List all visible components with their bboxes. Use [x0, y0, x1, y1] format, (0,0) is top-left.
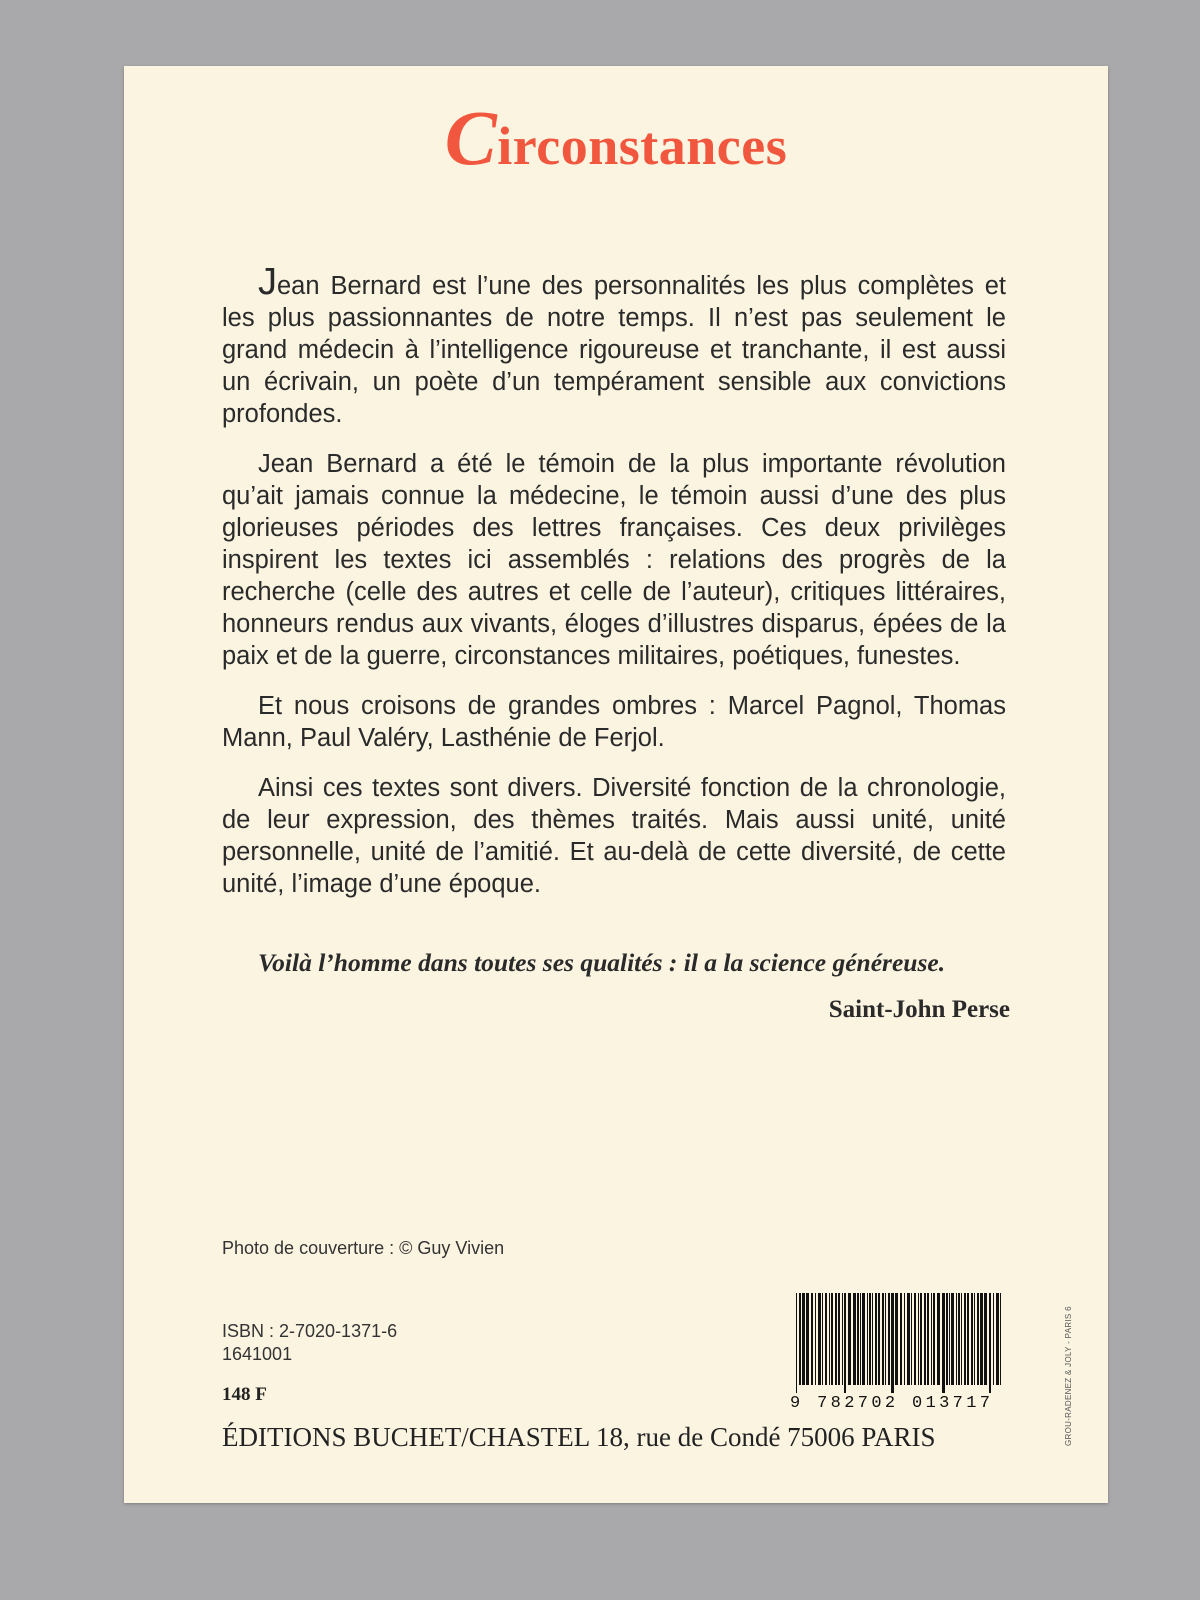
barcode-bar: [860, 1293, 861, 1385]
barcode-bar: [895, 1293, 898, 1385]
blurb-paragraph-2: Jean Bernard a été le témoin de la plus importante révolution qu’ait jamais connue la médecine, le témoin aussi d’une des plus glorieuses périodes des lettres françaises. Ces deux privilèges inspirent les textes ici assemblés : relations des progrès de la recherche (celle des autres et celle de l’auteur), critiques littéraires, honneurs rendus aux vivants, éloges d’illustres disparus, épées de la paix et de la guerre, circonstances militaires, poétiques, funestes.: [222, 450, 1006, 670]
barcode-bar: [848, 1293, 851, 1385]
barcode-bar: [825, 1293, 827, 1385]
barcode-bar: [799, 1293, 801, 1385]
barcode-bar: [949, 1293, 950, 1385]
barcode-bar: [924, 1293, 926, 1385]
printer-credit: GROU-RADENEZ & JOLY - PARIS 6: [1064, 1306, 1073, 1446]
barcode-bar: [956, 1293, 957, 1385]
barcode-bar: [993, 1293, 994, 1385]
barcode-bar: [862, 1293, 865, 1385]
barcode-bar: [920, 1293, 922, 1385]
barcode-bar: [961, 1293, 962, 1385]
barcode-bar: [822, 1293, 823, 1385]
barcode-bar: [885, 1293, 886, 1385]
paragraph-text: ean Bernard est l’une des personnalités les plus complètes et les plus passionnantes de notre temps. Il n’est pas seulement le grand médecin à l’intelligence rigoureuse et tranchante, il est aussi un écrivain, un poète d’un tempérament sensible aux convictions profondes.: [222, 272, 1006, 428]
barcode-bar: [977, 1293, 979, 1385]
publisher-line: ÉDITIONS BUCHET/CHASTEL 18, rue de Condé 75006 PARIS: [222, 1422, 936, 1452]
blurb-paragraph-3: Et nous croisons de grandes ombres : Marcel Pagnol, Thomas Mann, Paul Valéry, Lasthénie de Ferjol.: [222, 692, 1006, 752]
epigraph-quote: Voilà l’homme dans toutes ses qualités : il a la science généreuse.: [258, 948, 946, 977]
barcode-bars: [796, 1293, 1001, 1393]
catalog-code: 1641001: [222, 1344, 293, 1364]
barcode-bar: [914, 1293, 916, 1385]
barcode-bar: [891, 1293, 894, 1393]
barcode-bar: [815, 1293, 816, 1385]
barcode-bar: [796, 1293, 797, 1393]
barcode-bar: [900, 1293, 902, 1385]
barcode-bar: [918, 1293, 919, 1385]
barcode-bar: [964, 1293, 966, 1385]
price: 148 F: [222, 1384, 267, 1405]
isbn-block: [222, 1320, 397, 1366]
barcode-bar: [869, 1293, 871, 1385]
barcode-bar: [844, 1293, 846, 1393]
blurb-paragraph-1: [222, 261, 1006, 430]
barcode-bar: [811, 1293, 813, 1385]
barcode-bar: [974, 1293, 975, 1385]
book-title: [124, 94, 1108, 181]
barcode-bar: [818, 1293, 821, 1385]
barcode-bar: [907, 1293, 910, 1385]
blurb: [222, 261, 1006, 918]
barcode-bar: [911, 1293, 912, 1385]
drop-cap: J: [258, 261, 277, 303]
barcode-bar: [931, 1293, 932, 1385]
barcode-bar: [904, 1293, 905, 1385]
barcode: [790, 1293, 1006, 1411]
barcode-bar: [835, 1293, 837, 1385]
barcode-bar: [958, 1293, 960, 1385]
barcode-bar: [802, 1293, 805, 1385]
barcode-bar: [980, 1293, 983, 1385]
barcode-bar: [806, 1293, 809, 1385]
barcode-bar: [933, 1293, 935, 1385]
title-initial: C: [444, 94, 498, 181]
barcode-bar: [989, 1293, 991, 1393]
title-rest: irconstances: [497, 116, 788, 176]
barcode-bar: [984, 1293, 987, 1385]
barcode-bar: [942, 1293, 945, 1393]
barcode-bar: [967, 1293, 969, 1385]
barcode-bar: [875, 1293, 877, 1385]
barcode-bar: [927, 1293, 929, 1385]
quote-author: Saint-John Perse: [828, 996, 1010, 1023]
barcode-bar: [1000, 1293, 1001, 1385]
photo-credit: Photo de couverture : © Guy Vivien: [222, 1238, 505, 1258]
barcode-bar: [867, 1293, 868, 1385]
barcode-bar: [971, 1293, 973, 1385]
isbn: ISBN : 2-7020-1371-6: [222, 1321, 398, 1341]
barcode-number: 9 782702 013717: [790, 1394, 990, 1411]
barcode-bar: [842, 1293, 843, 1385]
barcode-bar: [878, 1293, 880, 1385]
barcode-bar: [888, 1293, 890, 1385]
barcode-bar: [946, 1293, 948, 1385]
barcode-bar: [937, 1293, 940, 1385]
barcode-bar: [951, 1293, 954, 1385]
barcode-bar: [853, 1293, 856, 1385]
blurb-paragraph-4: Ainsi ces textes sont divers. Diversité fonction de la chronologie, de leur expression, des thèmes traités. Mais aussi unité, unité personnelle, unité de l’amitié. Et au-delà de cette diversité, de cette unité, l’image d’une époque.: [222, 774, 1006, 898]
barcode-bar: [882, 1293, 884, 1385]
barcode-bar: [857, 1293, 859, 1385]
barcode-bar: [831, 1293, 833, 1385]
barcode-bar: [872, 1293, 873, 1385]
barcode-bar: [829, 1293, 830, 1385]
book-back-cover: [124, 66, 1108, 1503]
barcode-bar: [838, 1293, 840, 1385]
barcode-bar: [996, 1293, 999, 1385]
